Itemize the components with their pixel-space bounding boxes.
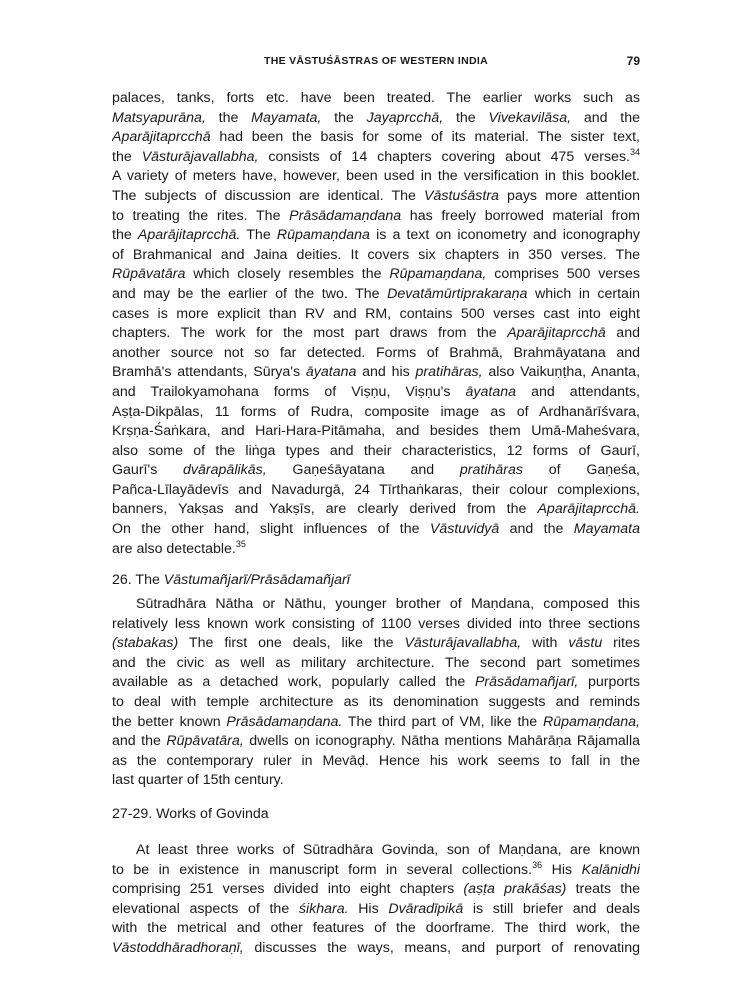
running-header [112,52,640,70]
text-run: the [112,227,138,244]
text-line [112,363,640,383]
text-run: to treating the rites. The [112,207,290,224]
text-line [112,752,640,772]
text-run: are also detectable. [112,540,236,557]
text-run: Rūpāvatāra, [166,733,244,750]
text-line [112,880,640,900]
text-line [112,383,640,403]
text-run: comprising 251 verses divided into eight chapters [112,881,464,898]
text-run: pratihāras [459,462,523,479]
text-run: treats the [566,881,640,898]
text-run: dvārapālikās, [183,462,267,479]
text-run: also Vaikuṇṭha, Ananta, [482,364,640,381]
text-run: vāstu [568,635,603,652]
text-run: (stabakas) [112,635,179,652]
paragraph-vastu-texts [112,89,640,559]
text-run: Gaurī's [112,462,184,479]
text-line [112,305,640,325]
text-run: Dvāradīpikā [388,900,464,917]
text-run: Prāsādamañjarī, [474,674,579,691]
text-run: Aparājitaprcchā [507,325,606,342]
text-run: and the [571,109,640,126]
text-line [112,461,640,481]
text-line [112,226,640,246]
text-run: palaces, tanks, forts etc. have been treated. The earlier works such as [112,90,640,106]
section-heading-26-text [112,572,350,588]
text-run: and attendants, [516,383,640,400]
text-run: Aparājitaprcchā. [537,501,640,518]
text-run: is still briefer and deals [463,900,640,917]
text-run: Sūtradhāra Nātha or Nāthu, younger brother of Maṇdana, composed this [136,596,640,612]
text-run: has freely borrowed material from [401,207,640,224]
text-line [112,285,640,305]
page-number: 79 [626,54,640,68]
text-line [112,713,640,733]
text-line [112,344,640,364]
section-heading-27-29-text [112,806,269,822]
text-line [112,771,640,791]
text-line [112,246,640,266]
paragraph-vastumanjari [112,595,640,791]
text-run: Krṣṇa-Śaṅkara, and Hari-Hara-Pitāmaha, and besides them Umā-Maheśvara, [112,423,640,440]
text-run: Vāsturājavallabha, [141,148,259,165]
text-run: The subjects of discussion are identical. The [112,187,425,204]
text-run: which closely resembles the [185,266,390,283]
text-line [112,148,640,168]
text-run: and Trailokyamohana forms of Viṣṇu, Viṣṇu's [112,383,466,400]
text-line [112,481,640,501]
text-run: pays more attention [498,187,640,204]
text-run: Bramhā's attendants, Sūrya's [112,364,306,381]
section-heading-27-29 [112,806,269,822]
text-run: A variety of meters have, however, been used in the versification in this booklet. [112,168,640,185]
text-line [112,89,640,109]
text-run: and the civic as well as military architecture. The second part sometimes [112,654,640,671]
text-run: and the [499,521,574,538]
text-run: At least three works of Sūtradhāra Govinda, son of Maṇdana, are known [136,842,640,858]
text-run: purports [578,674,640,691]
text-line [112,422,640,442]
text-line [112,900,640,920]
text-run: The third part of VM, like the [342,713,543,730]
text-run: Rūpāvatāra [112,266,186,283]
footnote-ref: 36 [532,860,543,870]
text-run: His [542,861,582,878]
text-run: is a text on iconometry and iconography [369,227,640,244]
text-run: the [112,148,142,165]
text-line [112,403,640,423]
text-run: with [521,635,569,652]
section-heading-26 [112,572,350,588]
text-line [112,693,640,713]
text-run: available as a detached work, popularly called the [112,674,475,691]
text-run: Rūpamaṇdana [276,227,370,244]
text-run: to be in existence in manuscript form in several collections. [112,861,533,878]
text-run: as the contemporary ruler in Mevāḍ. Hence his work seems to fall in the [112,752,640,769]
text-line [112,187,640,207]
text-run: to deal with temple architecture as its denomination suggests and reminds [112,693,640,710]
text-line [112,540,640,560]
text-run: rites [602,635,640,652]
text-run: elevational aspects of the [112,900,299,917]
text-run: (aṣṭa prakāśas) [463,881,567,898]
text-run: On the other hand, slight influences of the [112,521,430,538]
text-run: Aparājitaprcchā [112,129,211,146]
text-line [112,919,640,939]
text-line [112,841,640,861]
text-line [112,520,640,540]
text-run: Rūpamaṇdana, [542,713,640,730]
text-line [112,207,640,227]
text-run: Vivekavilāsa, [488,109,572,126]
text-run: āyatana [305,364,357,381]
text-line [112,167,640,187]
text-run: The first one deals, like the [178,635,405,652]
text-run: discusses the ways, means, and purport of renovating [243,939,640,956]
text-line [112,634,640,654]
text-line [112,615,640,635]
text-line [112,442,640,462]
text-run: and the [112,733,167,750]
text-run: chapters. The work for the most part draws from the [112,325,508,342]
text-run: the [321,109,367,126]
text-run: with the metrical and other features of the doorframe. The third work, the [112,920,640,937]
text-run: banners, Yakṣas and Yakṣīs, are clearly derived from the [112,501,538,518]
text-run: the [205,109,252,126]
text-line [112,861,640,881]
text-run: which in certain [527,285,640,302]
paragraph-lines [112,841,640,959]
text-run: Vāsturājavallabha, [404,635,522,652]
text-line [112,128,640,148]
text-run: comprises 500 verses [486,266,640,283]
text-line [112,595,640,615]
text-run: Prāsādamaṇdana [289,207,402,224]
text-run: relatively less known work consisting of 1100 verses divided into three sections [112,615,640,632]
text-run: Kalānidhi [581,861,640,878]
text-run: Devatāmūrtiprakaraṇa [387,285,528,302]
paragraph-lines [112,89,640,559]
text-run: of Brahmanical and Jaina deities. It covers six chapters in 350 verses. The [112,246,640,263]
text-run: pratihāras, [415,364,483,381]
text-run: another source not so far detected. Forms of Brahmā, Brahmāyatana and [112,344,640,361]
text-run: the better known [112,713,227,730]
text-run: and [605,325,640,342]
text-run: and his [356,364,416,381]
text-run: His [348,900,389,917]
text-run: 27-29. Works of Govinda [112,806,269,822]
text-line [112,500,640,520]
text-line [112,732,640,752]
text-run: also some of the liṅga types and their characteristics, 12 forms of Gaurī, [112,442,640,459]
text-run: and may be the earlier of the two. The [112,285,388,302]
text-run: of Gaṇeśa, [523,462,640,479]
footnote-ref: 35 [235,539,246,549]
text-run: Vāstumañjarī/Prāsādamañjarī [163,572,350,588]
text-run: Mayamata [573,521,640,538]
text-run: Vāstoddhāradhoraṇī, [112,939,244,956]
text-run: Vāstuvidyā [429,521,500,538]
text-run: Vāstuśāstra [424,187,499,204]
footnote-ref: 34 [630,147,640,157]
running-title: THE VĀSTUŚĀSTRAS OF WESTERN INDIA [264,55,488,67]
text-run: Rūpamaṇdana, [389,266,487,283]
text-run: śikhara. [298,900,349,917]
text-run: consists of 14 chapters covering about 475 verses. [258,148,630,165]
text-run: Pañca-Līlayādevīs and Navadurgā, 24 Tīrthaṅkaras, their colour complexions, [112,481,640,498]
text-run: Mayamata, [251,109,322,126]
text-run: Prāsādamaṇdana. [226,713,343,730]
text-run: āyatana [465,383,517,400]
text-line [112,939,640,959]
text-line [112,109,640,129]
text-line [112,265,640,285]
text-run: Matsyapurāna, [112,109,206,126]
paragraph-govinda [112,841,640,959]
text-line [112,673,640,693]
text-run: Gaṇeśāyatana and [266,462,460,479]
text-run: last quarter of 15th century. [112,772,284,789]
text-line [112,654,640,674]
paragraph-lines [112,595,640,791]
text-run: The [240,227,277,244]
text-run: the [443,109,489,126]
text-run: Aparājitaprcchā. [137,227,241,244]
text-run: dwells on iconography. Nātha mentions Mahārāṇa Rājamalla [243,733,640,750]
text-run: Jayaprcchā, [366,109,444,126]
text-run: 26. The [112,572,164,588]
text-line [112,324,640,344]
text-run: had been the basis for some of its material. The sister text, [210,129,640,146]
text-run: Aṣṭa-Dikpālas, 11 forms of Rudra, composite image as of Ardhanārīśvara, [112,403,640,420]
text-run: cases is more explicit than RV and RM, contains 500 verses cast into eight [112,305,640,322]
